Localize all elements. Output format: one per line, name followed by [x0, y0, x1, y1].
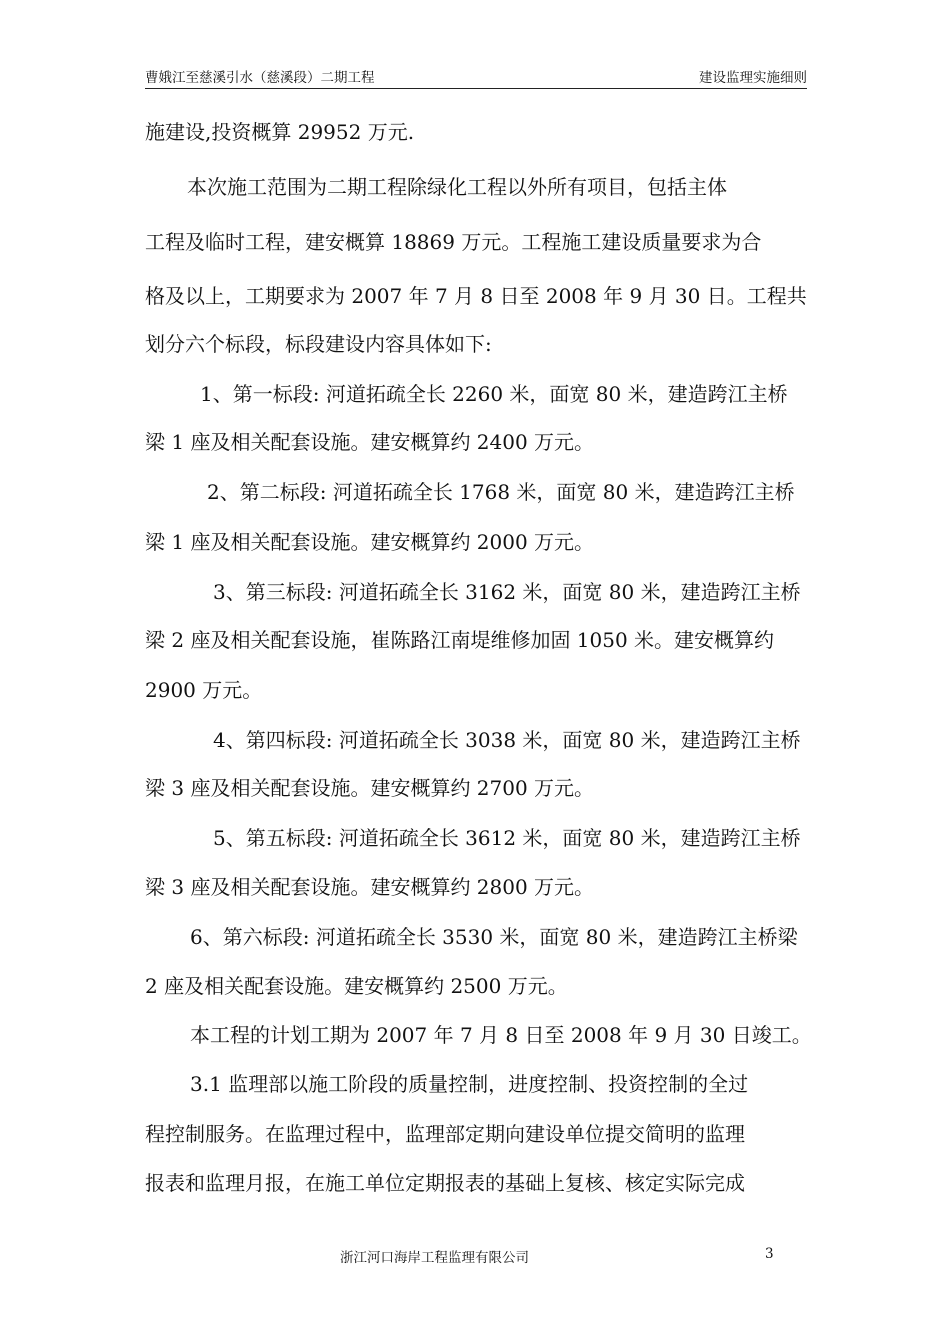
text-line: 本工程的计划工期为 2007 年 7 月 8 日至 2008 年 9 月 30 日竣工。 — [190, 1023, 812, 1047]
text-line: 梁 2 座及相关配套设施，崔陈路江南堤维修加固 1050 米。建安概算约 — [145, 628, 775, 652]
page-header — [145, 66, 807, 89]
text-line: 6、第六标段: 河道拓疏全长 3530 米，面宽 80 米，建造跨江主桥梁 — [190, 925, 798, 949]
text-line: 工程及临时工程，建安概算 18869 万元。工程施工建设质量要求为合 — [145, 230, 762, 254]
text-line: 3.1 监理部以施工阶段的质量控制，进度控制、投资控制的全过 — [190, 1072, 749, 1096]
text-line: 1、第一标段: 河道拓疏全长 2260 米，面宽 80 米，建造跨江主桥 — [200, 382, 788, 406]
text-line: 划分六个标段，标段建设内容具体如下: — [145, 332, 492, 356]
footer-company-name: 浙江河口海岸工程监理有限公司 — [340, 1250, 529, 1266]
text-line: 梁 1 座及相关配套设施。建安概算约 2400 万元。 — [145, 430, 595, 454]
text-line: 格及以上，工期要求为 2007 年 7 月 8 日至 2008 年 9 月 30 日。工程共 — [145, 284, 807, 308]
text-line: 梁 1 座及相关配套设施。建安概算约 2000 万元。 — [145, 530, 595, 554]
text-line: 施建设,投资概算 29952 万元. — [145, 120, 415, 144]
text-line: 程控制服务。在监理过程中，监理部定期向建设单位提交简明的监理 — [145, 1122, 745, 1146]
text-line: 2、第二标段: 河道拓疏全长 1768 米，面宽 80 米，建造跨江主桥 — [207, 480, 795, 504]
text-line: 本次施工范围为二期工程除绿化工程以外所有项目，包括主体 — [187, 175, 727, 199]
text-line: 5、第五标段: 河道拓疏全长 3612 米，面宽 80 米，建造跨江主桥 — [213, 826, 801, 850]
text-line: 3、第三标段: 河道拓疏全长 3162 米，面宽 80 米，建造跨江主桥 — [213, 580, 801, 604]
header-project-title: 曹娥江至慈溪引水（慈溪段）二期工程 — [145, 70, 375, 86]
text-line: 梁 3 座及相关配套设施。建安概算约 2800 万元。 — [145, 875, 595, 899]
header-document-title: 建设监理实施细则 — [699, 70, 807, 86]
text-line: 2 座及相关配套设施。建安概算约 2500 万元。 — [145, 974, 568, 998]
page-number: 3 — [765, 1246, 774, 1262]
text-line: 梁 3 座及相关配套设施。建安概算约 2700 万元。 — [145, 776, 595, 800]
text-line: 4、第四标段: 河道拓疏全长 3038 米，面宽 80 米，建造跨江主桥 — [213, 728, 801, 752]
text-line: 报表和监理月报，在施工单位定期报表的基础上复核、核定实际完成 — [145, 1171, 745, 1195]
text-line: 2900 万元。 — [145, 678, 263, 702]
